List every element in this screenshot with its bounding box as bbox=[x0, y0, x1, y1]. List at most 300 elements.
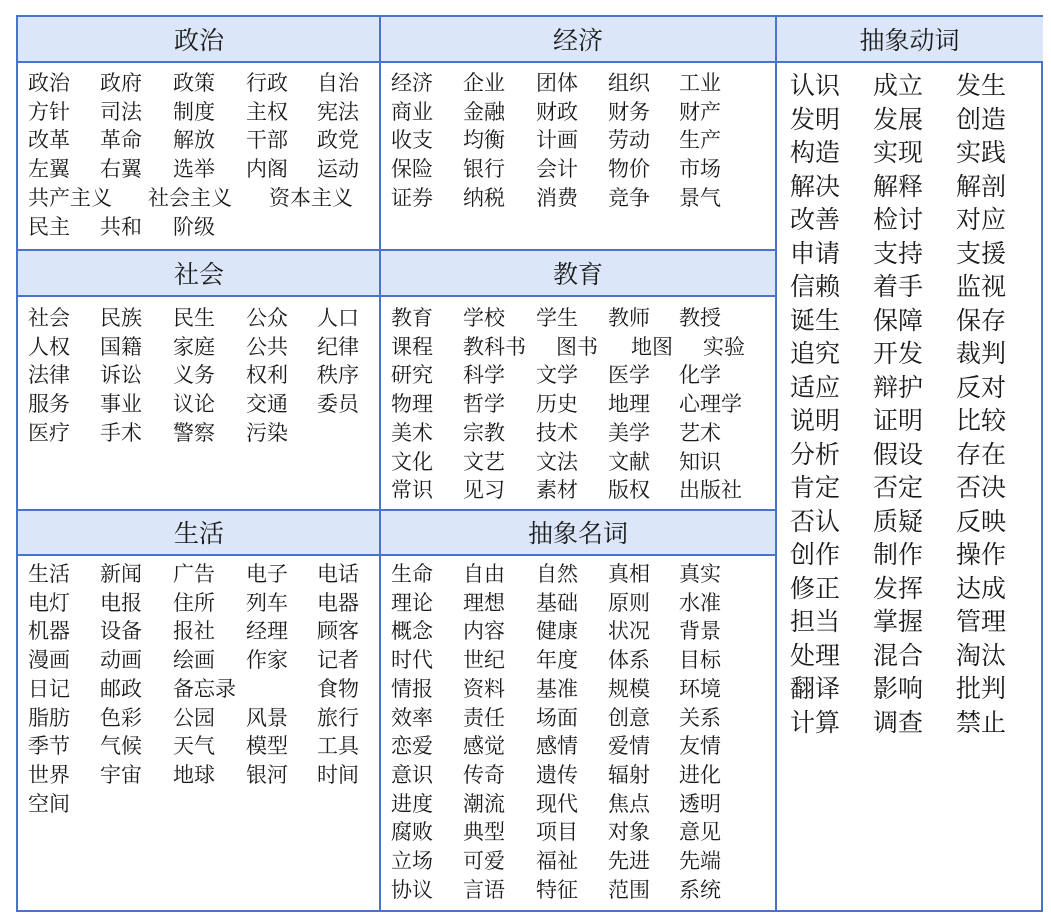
abstract-verbs-row bbox=[776, 170, 1043, 204]
vocab-word: 淘汰 bbox=[956, 640, 1007, 670]
life-row bbox=[18, 617, 380, 645]
economy-header bbox=[381, 17, 775, 63]
vocab-word: 政府 bbox=[100, 71, 142, 95]
vocab-word: 权利 bbox=[246, 363, 288, 388]
vocab-word: 气候 bbox=[100, 734, 142, 759]
vocab-word: 证券 bbox=[391, 185, 433, 210]
vocab-word: 解决 bbox=[790, 171, 841, 201]
vocab-word: 政治 bbox=[28, 71, 70, 95]
vocab-word: 先进 bbox=[608, 849, 650, 873]
vocab-word: 金融 bbox=[463, 99, 505, 124]
abstract-verbs-row bbox=[776, 572, 1043, 606]
vocab-word: 列车 bbox=[246, 590, 288, 615]
vocab-word: 健康 bbox=[536, 619, 578, 644]
vocab-word: 行政 bbox=[246, 71, 288, 95]
vocab-word: 教育 bbox=[391, 306, 433, 330]
vocab-word: 状况 bbox=[608, 619, 650, 644]
vocab-word: 原则 bbox=[608, 590, 650, 615]
vocab-word: 团体 bbox=[536, 71, 578, 95]
vocab-word: 真相 bbox=[608, 562, 650, 586]
vocab-word: 秩序 bbox=[317, 363, 359, 388]
abstract-verbs-row bbox=[776, 706, 1043, 740]
abstract-verbs-row bbox=[776, 371, 1043, 405]
society-header bbox=[18, 250, 380, 297]
life-row bbox=[18, 646, 380, 674]
vocab-word: 作家 bbox=[246, 648, 288, 673]
vocab-word: 模型 bbox=[246, 734, 288, 759]
vocab-word: 解放 bbox=[173, 128, 215, 153]
abstract-verbs-row bbox=[776, 203, 1043, 237]
abstract-nouns-row bbox=[381, 560, 775, 588]
vocab-word: 学校 bbox=[463, 306, 505, 330]
vocab-word: 公共 bbox=[246, 334, 288, 359]
vocab-word: 达成 bbox=[956, 573, 1007, 603]
education-row bbox=[381, 448, 775, 476]
vocab-word: 报社 bbox=[173, 619, 215, 644]
vocab-word: 监视 bbox=[956, 272, 1007, 301]
vocab-word: 批判 bbox=[956, 674, 1007, 703]
vocab-word: 工具 bbox=[317, 734, 359, 759]
education-row bbox=[381, 476, 775, 504]
vocab-word: 课程 bbox=[391, 334, 433, 359]
politics-row bbox=[18, 69, 380, 97]
vocab-word: 掌握 bbox=[873, 607, 924, 636]
vocab-word: 时间 bbox=[317, 762, 359, 787]
vocab-word: 纪律 bbox=[317, 334, 359, 359]
life-title: 生活 bbox=[173, 519, 224, 548]
vocab-word: 民生 bbox=[173, 306, 215, 330]
society-row bbox=[18, 419, 380, 447]
society-title: 社会 bbox=[173, 259, 224, 289]
vocab-word: 意识 bbox=[391, 762, 433, 787]
vocab-word: 真实 bbox=[679, 562, 721, 586]
vocab-word: 特征 bbox=[536, 877, 578, 902]
vocab-word: 绘画 bbox=[173, 648, 215, 673]
vocab-word: 友情 bbox=[679, 734, 721, 759]
vocab-word: 构造 bbox=[790, 138, 841, 167]
vocab-word: 项目 bbox=[536, 820, 578, 845]
vocab-word: 常识 bbox=[391, 478, 433, 503]
vocab-word: 家庭 bbox=[173, 334, 215, 359]
vocab-word: 比较 bbox=[956, 406, 1007, 435]
vocab-word: 管理 bbox=[956, 607, 1007, 636]
abstract-verbs-row bbox=[776, 103, 1043, 137]
life-row bbox=[18, 704, 380, 732]
vocab-word: 义务 bbox=[173, 363, 215, 388]
vocab-word: 地理 bbox=[608, 392, 650, 417]
vocab-word: 教授 bbox=[679, 306, 721, 330]
vocab-word: 意见 bbox=[679, 820, 721, 845]
vocab-word: 组织 bbox=[608, 71, 650, 95]
vocab-word: 对应 bbox=[956, 205, 1007, 234]
vocab-word: 医疗 bbox=[28, 420, 70, 445]
life-row bbox=[18, 675, 380, 703]
vocab-word: 纳税 bbox=[463, 185, 505, 210]
vocab-word: 历史 bbox=[536, 392, 578, 417]
vocab-word: 天气 bbox=[173, 734, 215, 759]
vocab-word: 范围 bbox=[608, 877, 650, 902]
vocab-word: 腐败 bbox=[391, 820, 433, 845]
vocab-word: 版权 bbox=[608, 478, 650, 503]
vocab-word: 资料 bbox=[463, 676, 505, 701]
vocab-word: 实现 bbox=[873, 138, 924, 167]
vocab-word: 操作 bbox=[956, 540, 1007, 569]
vocab-word: 适应 bbox=[790, 372, 841, 402]
vocab-word: 记者 bbox=[317, 648, 359, 673]
vocab-word: 社会主义 bbox=[148, 185, 232, 210]
vocab-word: 成立 bbox=[873, 71, 924, 100]
vocab-word: 动画 bbox=[100, 648, 142, 673]
economy-row bbox=[381, 155, 775, 183]
vocab-word: 担当 bbox=[790, 607, 841, 636]
vocab-word: 医学 bbox=[608, 363, 650, 388]
vocab-word: 公园 bbox=[173, 705, 215, 730]
vocab-word: 生产 bbox=[679, 128, 721, 153]
vocab-word: 理论 bbox=[391, 590, 433, 615]
vocab-word: 可爱 bbox=[463, 849, 505, 873]
vocab-word: 污染 bbox=[246, 420, 288, 445]
abstract-verbs-row bbox=[776, 69, 1043, 103]
life-row bbox=[18, 761, 380, 789]
abstract-nouns-panel bbox=[381, 510, 775, 912]
vocab-word: 科学 bbox=[463, 363, 505, 388]
vocab-word: 分析 bbox=[790, 439, 841, 469]
vocab-word: 教师 bbox=[608, 306, 650, 330]
vocab-word: 市场 bbox=[679, 157, 721, 182]
vocab-word: 干部 bbox=[246, 128, 288, 153]
vocab-word: 警察 bbox=[173, 420, 215, 445]
abstract-nouns-row bbox=[381, 847, 775, 875]
vocab-word: 进化 bbox=[679, 762, 721, 787]
vocab-word: 辩护 bbox=[873, 372, 924, 402]
vocab-word: 否决 bbox=[956, 473, 1007, 502]
vocab-word: 方针 bbox=[28, 99, 70, 124]
vocab-word: 效率 bbox=[391, 705, 433, 730]
vocab-word: 遗传 bbox=[536, 762, 578, 787]
vocab-word: 劳动 bbox=[608, 128, 650, 153]
vocab-word: 选举 bbox=[173, 157, 215, 182]
vocab-word: 典型 bbox=[463, 820, 505, 845]
vocab-word: 制度 bbox=[173, 99, 215, 124]
vocab-word: 工业 bbox=[679, 71, 721, 95]
vocab-word: 背景 bbox=[679, 619, 721, 644]
vocab-word: 否认 bbox=[790, 506, 841, 536]
vocab-word: 质疑 bbox=[873, 506, 924, 536]
abstract-nouns-row bbox=[381, 732, 775, 760]
vocab-word: 说明 bbox=[790, 406, 841, 435]
vocab-word: 见习 bbox=[463, 478, 505, 503]
vocab-word: 电话 bbox=[317, 562, 359, 586]
economy-row bbox=[381, 98, 775, 126]
vocab-word: 经济 bbox=[391, 71, 433, 95]
vocab-word: 心理学 bbox=[679, 392, 742, 417]
vocab-word: 色彩 bbox=[100, 705, 142, 730]
vocab-word: 人权 bbox=[28, 334, 70, 359]
politics-title: 政治 bbox=[173, 26, 224, 55]
vocab-word: 艺术 bbox=[679, 420, 721, 445]
abstract-verbs-row bbox=[776, 505, 1043, 539]
vocab-word: 交通 bbox=[246, 392, 288, 417]
vocab-word: 理想 bbox=[463, 590, 505, 615]
vocab-word: 世界 bbox=[28, 762, 70, 787]
vocab-word: 创造 bbox=[956, 104, 1007, 134]
vocab-word: 改革 bbox=[28, 128, 70, 153]
vocab-word: 福祉 bbox=[536, 849, 578, 873]
vocab-word: 会计 bbox=[536, 157, 578, 182]
vocab-word: 财产 bbox=[679, 99, 721, 124]
vocab-word: 自治 bbox=[317, 71, 359, 95]
vocab-word: 文献 bbox=[608, 449, 650, 474]
education-row bbox=[381, 419, 775, 447]
vocab-word: 先端 bbox=[679, 849, 721, 873]
vocab-word: 共产主义 bbox=[28, 185, 112, 210]
vocab-word: 发挥 bbox=[873, 573, 924, 603]
vocab-word: 对象 bbox=[608, 820, 650, 845]
vocab-word: 阶级 bbox=[173, 214, 215, 239]
vocab-word: 改善 bbox=[790, 205, 841, 234]
vocab-word: 社会 bbox=[28, 306, 70, 330]
vocab-word: 广告 bbox=[173, 562, 215, 586]
vocab-word: 立场 bbox=[391, 849, 433, 873]
vocab-word: 消费 bbox=[536, 185, 578, 210]
vocab-word: 诞生 bbox=[790, 305, 841, 335]
vocab-word: 反映 bbox=[956, 506, 1007, 536]
vocab-word: 财政 bbox=[536, 99, 578, 124]
divider-row2 bbox=[18, 509, 775, 511]
vocab-word: 文学 bbox=[536, 363, 578, 388]
abstract-verbs-row bbox=[776, 237, 1043, 271]
vocab-word: 出版社 bbox=[679, 478, 742, 503]
life-row bbox=[18, 732, 380, 760]
vocab-word: 民族 bbox=[100, 306, 142, 330]
life-header bbox=[18, 510, 380, 556]
economy-row bbox=[381, 69, 775, 97]
vocab-word: 追究 bbox=[790, 339, 841, 368]
economy-row bbox=[381, 184, 775, 212]
vocab-word: 均衡 bbox=[463, 128, 505, 153]
vocab-word: 服务 bbox=[28, 392, 70, 417]
vocab-word: 实践 bbox=[956, 138, 1007, 167]
vocab-word: 爱情 bbox=[608, 734, 650, 759]
vocab-word: 生命 bbox=[391, 562, 433, 586]
life-row bbox=[18, 790, 380, 818]
vocab-word: 民主 bbox=[28, 214, 70, 239]
vocab-word: 风景 bbox=[246, 705, 288, 730]
vocab-word: 电灯 bbox=[28, 590, 70, 615]
vocab-word: 革命 bbox=[100, 128, 142, 153]
politics-row bbox=[18, 126, 380, 154]
vocab-word: 潮流 bbox=[463, 791, 505, 816]
vocab-word: 共和 bbox=[100, 214, 142, 239]
abstract-nouns-title: 抽象名词 bbox=[527, 519, 628, 548]
divider-col2 bbox=[775, 17, 777, 912]
vocab-word: 诉讼 bbox=[100, 363, 142, 388]
vocab-word: 竞争 bbox=[608, 185, 650, 210]
verbs-header-line bbox=[776, 61, 1043, 63]
life-panel bbox=[18, 510, 380, 912]
vocab-word: 事业 bbox=[100, 392, 142, 417]
vocab-word: 检讨 bbox=[873, 205, 924, 234]
vocab-word: 基础 bbox=[536, 590, 578, 615]
abstract-verbs-row bbox=[776, 270, 1043, 304]
vocab-word: 财务 bbox=[608, 99, 650, 124]
vocab-word: 存在 bbox=[956, 439, 1007, 469]
divider-row1 bbox=[18, 249, 775, 251]
vocab-word: 发展 bbox=[873, 104, 924, 134]
vocab-word: 学生 bbox=[536, 306, 578, 330]
vocab-word: 人口 bbox=[317, 306, 359, 330]
vocab-word: 保障 bbox=[873, 305, 924, 335]
vocab-word: 政策 bbox=[173, 71, 215, 95]
vocab-word: 食物 bbox=[317, 676, 359, 701]
politics-row bbox=[18, 213, 380, 241]
vocab-word: 申请 bbox=[790, 238, 841, 268]
vocab-word: 创意 bbox=[608, 705, 650, 730]
politics-row bbox=[18, 155, 380, 183]
vocab-word: 开发 bbox=[873, 339, 924, 368]
vocab-word: 信赖 bbox=[790, 272, 841, 301]
divider-col1 bbox=[379, 17, 381, 912]
life-row bbox=[18, 560, 380, 588]
vocab-word: 委员 bbox=[317, 392, 359, 417]
vocab-word: 哲学 bbox=[463, 392, 505, 417]
vocab-word: 混合 bbox=[873, 640, 924, 670]
vocab-word: 感觉 bbox=[463, 734, 505, 759]
vocab-word: 企业 bbox=[463, 71, 505, 95]
vocab-word: 收支 bbox=[391, 128, 433, 153]
vocab-word: 创作 bbox=[790, 540, 841, 569]
vocab-word: 解释 bbox=[873, 171, 924, 201]
abstract-nouns-row bbox=[381, 589, 775, 617]
vocab-word: 影响 bbox=[873, 674, 924, 703]
vocab-word: 美术 bbox=[391, 420, 433, 445]
vocab-word: 季节 bbox=[28, 734, 70, 759]
vocab-word: 世纪 bbox=[463, 648, 505, 673]
society-row bbox=[18, 304, 380, 332]
vocab-word: 化学 bbox=[679, 363, 721, 388]
vocab-word: 景气 bbox=[679, 185, 721, 210]
vocab-word: 修正 bbox=[790, 573, 841, 603]
vocab-word: 文化 bbox=[391, 449, 433, 474]
vocab-word: 制作 bbox=[873, 540, 924, 569]
vocab-word: 解剖 bbox=[956, 171, 1007, 201]
vocab-word: 透明 bbox=[679, 791, 721, 816]
vocab-word: 经理 bbox=[246, 619, 288, 644]
vocab-word: 认识 bbox=[790, 71, 841, 100]
vocab-word: 宇宙 bbox=[100, 762, 142, 787]
abstract-nouns-row bbox=[381, 617, 775, 645]
vocab-word: 住所 bbox=[173, 590, 215, 615]
vocab-word: 电器 bbox=[317, 590, 359, 615]
vocab-word: 地图 bbox=[631, 334, 673, 359]
abstract-verbs-title: 抽象动词 bbox=[859, 26, 960, 55]
vocab-word: 机器 bbox=[28, 619, 70, 644]
education-panel bbox=[381, 250, 775, 510]
vocab-word: 关系 bbox=[679, 705, 721, 730]
vocab-word: 禁止 bbox=[956, 707, 1007, 737]
vocab-word: 处理 bbox=[790, 640, 841, 670]
vocab-word: 翻译 bbox=[790, 674, 841, 703]
vocab-word: 生活 bbox=[28, 562, 70, 586]
abstract-nouns-row bbox=[381, 761, 775, 789]
vocab-word: 政党 bbox=[317, 128, 359, 153]
vocab-word: 计画 bbox=[536, 128, 578, 153]
vocab-word: 感情 bbox=[536, 734, 578, 759]
politics-header bbox=[18, 17, 380, 63]
abstract-verbs-row bbox=[776, 438, 1043, 472]
vocab-word: 银行 bbox=[463, 157, 505, 182]
vocab-word: 右翼 bbox=[100, 157, 142, 182]
abstract-verbs-row bbox=[776, 471, 1043, 505]
vocab-word: 裁判 bbox=[956, 339, 1007, 368]
abstract-verbs-row bbox=[776, 605, 1043, 639]
vocab-word: 基准 bbox=[536, 676, 578, 701]
politics-row bbox=[18, 184, 380, 212]
vocab-word: 新闻 bbox=[100, 562, 142, 586]
vocab-word: 地球 bbox=[173, 762, 215, 787]
vocab-word: 情报 bbox=[391, 676, 433, 701]
education-row bbox=[381, 361, 775, 389]
vocab-word: 物理 bbox=[391, 392, 433, 417]
vocab-word: 教科书 bbox=[463, 334, 526, 359]
vocab-word: 国籍 bbox=[100, 334, 142, 359]
vocab-word: 运动 bbox=[317, 157, 359, 182]
vocab-word: 文法 bbox=[536, 449, 578, 474]
vocab-word: 自由 bbox=[463, 562, 505, 586]
vocab-word: 体系 bbox=[608, 648, 650, 673]
vocab-word: 环境 bbox=[679, 676, 721, 701]
vocab-word: 知识 bbox=[679, 449, 721, 474]
vocab-word: 责任 bbox=[463, 705, 505, 730]
vocab-word: 议论 bbox=[173, 392, 215, 417]
politics-panel bbox=[18, 17, 380, 250]
vocab-word: 证明 bbox=[873, 406, 924, 435]
vocab-word: 商业 bbox=[391, 99, 433, 124]
vocab-word: 反对 bbox=[956, 372, 1007, 402]
vocab-word: 邮政 bbox=[100, 676, 142, 701]
vocab-word: 支援 bbox=[956, 238, 1007, 268]
vocab-word: 传奇 bbox=[463, 762, 505, 787]
economy-title: 经济 bbox=[552, 26, 603, 55]
abstract-nouns-row bbox=[381, 675, 775, 703]
vocab-word: 漫画 bbox=[28, 648, 70, 673]
vocab-word: 水准 bbox=[679, 590, 721, 615]
vocab-word: 公众 bbox=[246, 306, 288, 330]
society-row bbox=[18, 390, 380, 418]
vocab-word: 美学 bbox=[608, 420, 650, 445]
abstract-verbs-panel bbox=[776, 17, 1043, 912]
vocab-word: 言语 bbox=[463, 877, 505, 902]
vocab-word: 物价 bbox=[608, 157, 650, 182]
vocab-word: 辐射 bbox=[608, 762, 650, 787]
vocab-word: 进度 bbox=[391, 791, 433, 816]
vocab-word: 手术 bbox=[100, 420, 142, 445]
vocab-word: 司法 bbox=[100, 99, 142, 124]
vocab-word: 肯定 bbox=[790, 473, 841, 502]
abstract-nouns-row bbox=[381, 704, 775, 732]
vocab-word: 主权 bbox=[246, 99, 288, 124]
education-title: 教育 bbox=[552, 259, 603, 289]
vocab-word: 宪法 bbox=[317, 99, 359, 124]
vocab-word: 内阁 bbox=[246, 157, 288, 182]
vocab-word: 研究 bbox=[391, 363, 433, 388]
society-panel bbox=[18, 250, 380, 510]
vocab-word: 规模 bbox=[608, 676, 650, 701]
vocab-word: 焦点 bbox=[608, 791, 650, 816]
vocab-word: 否定 bbox=[873, 473, 924, 502]
vocab-word: 着手 bbox=[873, 272, 924, 301]
abstract-verbs-row bbox=[776, 136, 1043, 170]
